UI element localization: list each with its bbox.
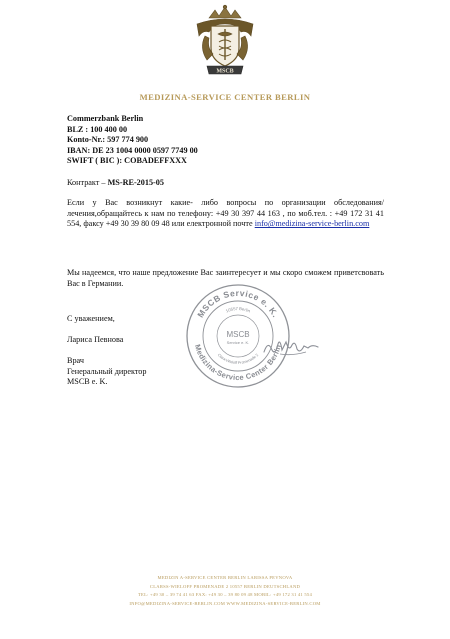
svg-text:10557 Berlin [225, 306, 252, 314]
contract-line [67, 178, 164, 187]
signer-name: Лариса Певнова [67, 335, 124, 344]
bank-konto: Konto-Nr.: 597 774 900 [67, 135, 149, 144]
company-crest-logo [185, 2, 265, 82]
bank-name: Commerzbank Berlin [67, 114, 144, 123]
contact-paragraph-text: Если у Вас возникнут какие- либо вопросы по организации обследования/лечения,обращайтесь к нам по телефону: +49 30 397 44 163 , по моб.тел. : +49 172 31 41 554, факсу +49 30 39 80 09 48 или електронной почте [67, 198, 384, 229]
bank-blz: BLZ : 100 400 00 [67, 124, 128, 134]
greeting: С уважением, [67, 314, 115, 323]
stamp-sub-text: Service e. K. [226, 340, 250, 345]
stamp-inner-top: 10557 Berlin [224, 305, 252, 314]
stamp-center-text: MSCB [226, 330, 250, 339]
bank-swift: SWIFT ( BIC ): COBADEFFXXX [67, 156, 187, 165]
stamp-ring-bottom: Medizina-Service Center Berlin [192, 343, 284, 383]
stamp-inner-bottom: Clara-Wieloff Promenade 2 [216, 352, 260, 366]
signer-titles [67, 356, 147, 388]
signer-company: MSCB e. K. [67, 377, 108, 387]
contract-label: Контракт – [67, 178, 108, 187]
stamp-ring-top: MSCB Service e. K. [195, 287, 281, 320]
signer-title-director: Генеральный директор [67, 366, 147, 376]
svg-text:MSCB Service e. K. [195, 288, 281, 319]
footer-line-phones: TEL: +49 30 – 39 74 41 63 FAX: +49 30 – 39 80 09 48 MOBIL: +49 172 31 41 554 [137, 592, 313, 597]
contract-number: MS-RE-2015-05 [107, 178, 164, 187]
svg-text:Clara-Wieloff Promenade 2 [217, 353, 259, 365]
letter-footer [0, 574, 450, 608]
footer-line-address: CLARSS-WIELOFF PROMENADE 2 10557 BERLIN DEUTSCHLAND [149, 583, 301, 589]
crest-logo-text: MSCB [216, 68, 234, 75]
contact-paragraph [67, 198, 384, 230]
footer-line-web: INFO@MEDIZINA-SERVICE-BERLIN.COM WWW.MEDIZINA-SERVICE-BERLIN.COM [129, 600, 321, 606]
closing-paragraph: Мы надеемся, что наше предложение Вас заинтересует и мы скоро сможем приветсвовать Вас в Германии. [67, 268, 384, 288]
bank-details [67, 114, 198, 167]
signer-title-doctor: Врач [67, 356, 84, 365]
company-name-header: MEDIZINA-SERVICE CENTER BERLIN [139, 92, 311, 102]
footer-line-company: MEDIZIN A-SERVICE CENTER BERLIN LARISSA PEVNOVA [157, 575, 293, 580]
handwritten-signature [262, 336, 320, 358]
email-link[interactable]: info@medizina-service-berlin.com [254, 219, 370, 229]
bank-iban: IBAN: DE 23 1004 0000 0597 7749 00 [67, 145, 198, 155]
